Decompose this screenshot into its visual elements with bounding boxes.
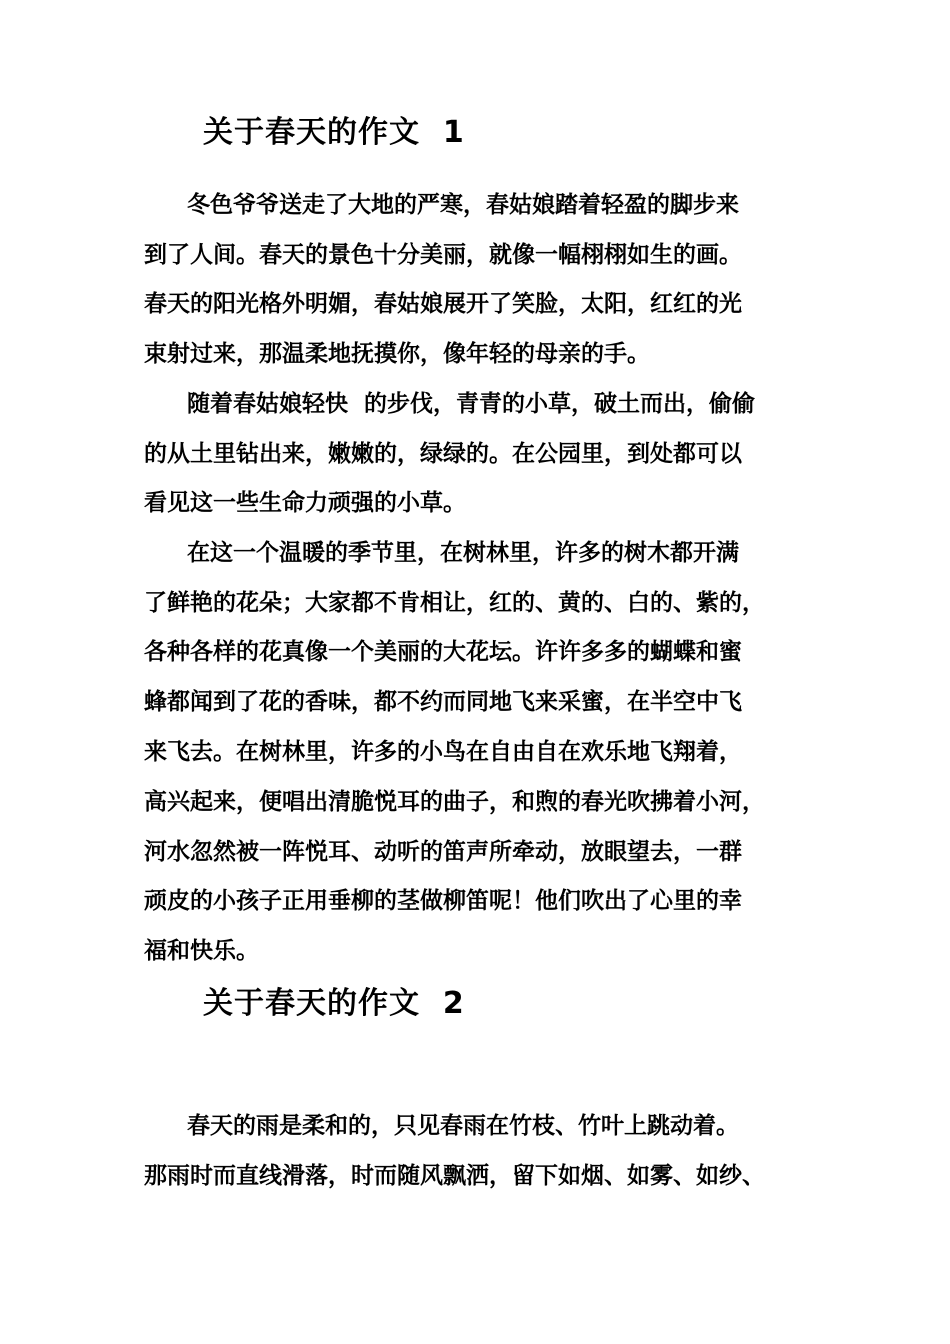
- text-line: 顽皮的小孩子正用垂柳的茎做柳笛呢！他们吹出了心里的幸: [144, 888, 742, 914]
- text-line: 蜂都闻到了花的香味，都不约而同地飞来采蜜，在半空中飞: [144, 689, 742, 715]
- text-line: 来飞去。在树林里，许多的小鸟在自由自在欢乐地飞翔着，: [144, 739, 742, 765]
- essay-title-2: 关于春天的作文 2: [203, 986, 465, 1021]
- text-line: 冬色爷爷送走了大地的严寒，春姑娘踏着轻盈的脚步来: [187, 192, 739, 218]
- text-line: 那雨时而直线滑落，时而随风飘洒，留下如烟、如雾、如纱、: [144, 1163, 765, 1189]
- text-line: 到了人间。春天的景色十分美丽，就像一幅栩栩如生的画。: [144, 242, 742, 268]
- text-line: 河水忽然被一阵悦耳、动听的笛声所牵动，放眼望去，一群: [144, 839, 742, 865]
- text-line: 束射过来，那温柔地抚摸你，像年轻的母亲的手。: [144, 341, 650, 367]
- text-line: 福和快乐。: [144, 938, 259, 964]
- text-line: 各种各样的花真像一个美丽的大花坛。许许多多的蝴蝶和蜜: [144, 639, 742, 665]
- text-line: 随着春姑娘轻快 的步伐，青青的小草，破土而出，偷偷: [187, 391, 756, 417]
- essay-title-1: 关于春天的作文 1: [203, 115, 465, 150]
- text-line: 春天的雨是柔和的，只见春雨在竹枝、竹叶上跳动着。: [187, 1113, 739, 1139]
- text-line: 的从土里钻出来，嫩嫩的，绿绿的。在公园里，到处都可以: [144, 441, 742, 467]
- text-line: 看见这一些生命力顽强的小草。: [144, 490, 466, 516]
- text-line: 了鲜艳的花朵；大家都不肯相让，红的、黄的、白的、紫的，: [144, 590, 765, 616]
- text-line: 在这一个温暖的季节里，在树林里，许多的树木都开满: [187, 540, 739, 566]
- text-line: 高兴起来，便唱出清脆悦耳的曲子，和煦的春光吹拂着小河，: [144, 789, 765, 815]
- text-line: 春天的阳光格外明媚，春姑娘展开了笑脸，太阳，红红的光: [144, 291, 742, 317]
